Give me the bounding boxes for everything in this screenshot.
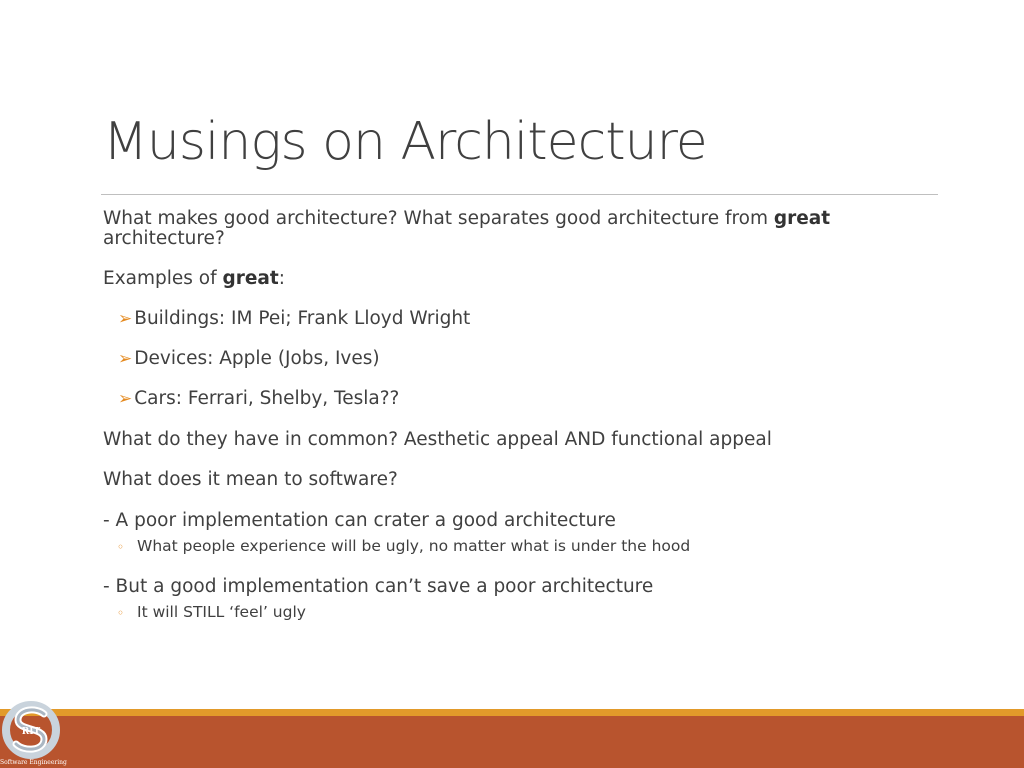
ring-bullet-icon: ◦ [117,606,125,620]
title-divider [101,194,938,195]
example-item [118,348,380,370]
examples-heading [103,268,285,290]
examples-bold: great [222,268,279,289]
common-line: What do they have in common? Aesthetic appeal AND functional appeal [103,429,772,450]
footer-accent-band [0,709,1024,716]
example-item [118,388,399,410]
arrow-bullet-icon: ➢ [118,309,133,329]
intro-bold: great [773,208,831,229]
arrow-bullet-icon: ➢ [118,389,133,409]
point-1-sub [117,536,690,557]
example-item [118,308,470,330]
example-item-text: Devices: Apple (Jobs, Ives) [134,348,380,369]
se-rit-logo-icon [0,697,62,768]
point-1-sub-text: What people experience will be ugly, no matter what is under the hood [137,537,691,555]
intro-text: What makes good architecture? What separates good architecture from [103,208,774,229]
logo-text: RIT [21,727,41,737]
point-1: - A poor implementation can crater a good architecture [103,510,616,531]
arrow-bullet-icon: ➢ [118,349,133,369]
intro-line-1 [103,208,830,230]
point-2-sub [117,602,306,623]
example-item-text: Buildings: IM Pei; Frank Lloyd Wright [134,308,471,329]
point-2-sub-text: It will STILL ‘feel’ ugly [137,603,306,621]
software-line: What does it mean to software? [103,469,398,490]
slide-title: Musings on Architecture [103,112,707,172]
examples-suffix: : [278,268,285,289]
example-item-text: Cars: Ferrari, Shelby, Tesla?? [134,388,400,409]
logo-caption: Software Engineering [0,759,67,766]
footer-band [0,716,1024,768]
examples-label: Examples of [103,268,223,289]
point-2: - But a good implementation can’t save a poor architecture [103,576,654,597]
ring-bullet-icon: ◦ [117,540,125,554]
intro-line-2: architecture? [103,228,225,249]
